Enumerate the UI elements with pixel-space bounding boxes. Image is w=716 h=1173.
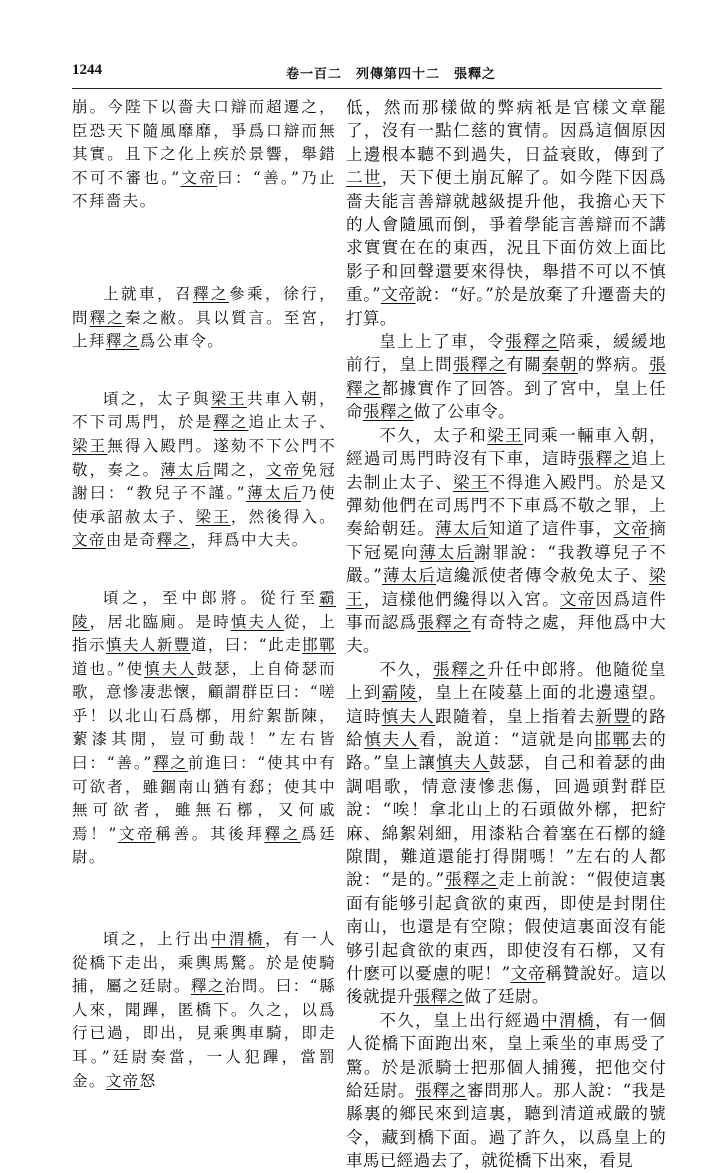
text-run: 不久，: [379, 659, 434, 679]
proper-noun: 慎夫人: [230, 612, 284, 631]
proper-noun: 梁王: [72, 436, 108, 455]
running-head: 卷一百二 列傳第四十二 張釋之: [286, 67, 497, 82]
text-run: 鼓瑟，上自倚瑟而歌，意慘凄悲懷，顧謂群臣曰：“嗟乎！以北山石爲槨，用紵絮斮陳，蕠漆其閒，豈可動哉！”左右皆曰：“善。”: [72, 659, 336, 773]
text-run: 爲公車令。: [139, 332, 225, 351]
proper-noun: 梁王: [452, 472, 489, 492]
text-run: 審問那人。那人說：“我是縣裏的鄉民來到這裏，聽到清道戒嚴的號令，藏到橋下面。過了許久，以爲皇上的車馬已經過去了，就從橋下出來，看見: [346, 1081, 666, 1171]
paragraph: [346, 424, 666, 658]
proper-noun: 釋之: [264, 824, 301, 843]
text-run: 低，然而那樣做的弊病衹是官樣文章罷了，沒有一點仁慈的實情。因爲這個原因上邊根本聽不到過失，日益衰敗，傳到了: [346, 98, 666, 164]
text-run: 不得進入殿門。於是又彈劾他們在司馬門不下車爲不敬之罪，上奏給朝廷。: [346, 472, 667, 539]
proper-noun: 霸陵: [381, 683, 418, 703]
text-run: 有關: [506, 355, 543, 375]
text-run: 去的路。”皇上讓: [346, 729, 666, 773]
proper-noun: 慎夫人: [381, 706, 436, 726]
text-run: 鼓瑟，自己和着瑟的曲調唱歌，情意淒慘悲傷，回過頭對群臣說：“唉！拿北山上的石頭做外槨，把紵麻、綿絮剁細，用漆粘合着塞在石槨的縫隙間，難道還能打得開嗎！”左右的人都說：“是的。”: [346, 753, 667, 890]
text-run: 跟隨着，皇上指着去: [435, 706, 596, 726]
text-run: 升任中郎將。他隨從皇上到: [346, 659, 666, 703]
proper-noun: 邯鄲: [302, 636, 336, 655]
text-run: 怒: [139, 1071, 157, 1090]
proper-noun: 邯鄲: [594, 729, 631, 749]
proper-noun: 張釋之: [505, 332, 560, 352]
text-run: 的路給: [346, 706, 666, 749]
paragraph: [346, 1009, 666, 1173]
header-rule: [72, 88, 662, 89]
text-run: 無得入殿門。遂劾不下公門不敬，奏之。: [72, 436, 337, 479]
proper-noun: 釋之: [156, 531, 191, 550]
proper-noun: 張釋之: [452, 355, 507, 375]
proper-noun: 中渭橋: [211, 930, 266, 949]
proper-noun: 文帝: [559, 589, 596, 609]
text-run: 不久，太子和: [379, 425, 488, 445]
text-run: 不久，皇上出行經過: [379, 1010, 542, 1030]
page-number: 1244: [72, 62, 102, 78]
proper-noun: 釋之: [193, 284, 230, 303]
proper-noun: 文帝: [510, 964, 546, 984]
translation-text-column: [346, 96, 666, 1173]
proper-noun: 慎夫人: [436, 753, 490, 773]
text-run: ，這樣他們纔得以入宮。: [363, 589, 560, 609]
text-run: 陪乘，緩緩地前行，皇上問: [346, 332, 666, 375]
text-run: 同乘一輛車入朝，經過司馬門時沒有下車，這時: [346, 425, 666, 469]
proper-noun: 梁王: [487, 425, 524, 445]
text-run: ，皇上在陵墓上面的北邊遠望。這時: [346, 683, 667, 726]
proper-noun: 張釋之: [346, 355, 666, 398]
proper-noun: 張釋之: [444, 870, 499, 890]
proper-noun: 文帝: [180, 168, 218, 187]
text-run: 道也。”使: [72, 659, 145, 678]
text-run: ，有一個人從橋下面跑出來，皇上乘坐的車馬受了驚。於是派騎士把那個人捕獲，把他交付給廷尉。: [346, 1010, 666, 1101]
text-run: 說：“好。”於是放棄了升遷嗇夫的打算。: [346, 285, 666, 328]
proper-noun: 張釋之: [413, 987, 465, 1007]
paragraph: [346, 658, 666, 1009]
proper-noun: 梁王: [211, 389, 248, 408]
text-run: ，居北臨廁。是時: [89, 612, 231, 631]
text-run: 由是奇: [105, 531, 157, 550]
text-run: 這纔派使者傳令赦免太子、: [436, 566, 650, 586]
proper-noun: 二世: [346, 168, 382, 188]
paragraph: [346, 96, 666, 330]
proper-noun: 張釋之: [362, 402, 414, 422]
proper-noun: 薄太后: [435, 519, 489, 539]
proper-noun: 霸陵: [72, 588, 336, 631]
proper-noun: 釋之: [213, 413, 249, 432]
proper-noun: 梁王: [346, 566, 666, 609]
text-run: ，然後得入。: [230, 507, 336, 526]
text-run: 追上去制止太子、: [346, 449, 667, 492]
proper-noun: 張釋之: [577, 449, 632, 469]
proper-noun: 薄太后: [381, 566, 437, 586]
text-run: 頃之，太子與: [103, 389, 212, 408]
text-run: 知道了這件事，: [488, 519, 614, 539]
proper-noun: 文帝: [380, 285, 416, 305]
proper-noun: 慎夫人: [105, 636, 157, 655]
paragraph: [72, 928, 336, 1093]
text-run: 爲廷尉。: [72, 824, 336, 867]
proper-noun: 張釋之: [415, 1081, 468, 1101]
text-run: 稱贊說好。這以後就提升: [346, 964, 667, 1007]
proper-noun: 薄太后: [246, 484, 302, 503]
proper-noun: 秦朝: [542, 355, 578, 375]
proper-noun: 文帝: [613, 519, 650, 539]
classical-text-column: [72, 96, 336, 1093]
text-run: 走上前說：“假使這裏面有能够引起貪欲的東西，即使是封閉住南山，也還是有空隙；假使這裏面沒有能够引起貪欲的東西，即使沒有石槨，又有什麽可以憂慮的呢！”: [346, 870, 666, 984]
text-run: 摘下冠冕向: [346, 519, 666, 562]
proper-noun: 釋之: [89, 308, 125, 327]
text-run: 治問。曰：“縣人來，聞蹕，匿橋下。久之，以爲行已過，即出，見乘輿車騎，即走耳。”廷尉奏當，一人犯蹕，當罰金。: [72, 977, 336, 1090]
text-run: 前進曰：“使其中有可欲者，雖錮南山猶有郄；使其中無可欲者，雖無石槨，又何戚焉！”: [72, 754, 337, 843]
text-run: 頃之，至中郎將。從行至: [103, 588, 320, 607]
proper-noun: 文帝: [72, 531, 106, 550]
text-run: 免冠謝曰：“教兒子不謹。”: [72, 460, 336, 503]
proper-noun: 慎夫人: [364, 729, 420, 749]
proper-noun: 釋之: [152, 754, 188, 773]
text-run: 謝罪說：“我教導兒子不嚴。”: [346, 542, 666, 586]
text-run: 皇上上了車，令: [379, 332, 506, 352]
text-run: 稱善。其後拜: [155, 824, 265, 843]
text-run: 有奇特之處，拜他爲中大夫。: [346, 612, 667, 656]
page-header: [72, 62, 662, 86]
proper-noun: 薄太后: [160, 460, 214, 479]
proper-noun: 釋之: [190, 977, 225, 996]
proper-noun: 慎夫人: [144, 659, 197, 678]
text-run: 崩。今陛下以嗇夫口辯而超遷之，臣恐天下隨風靡靡，爭爲口辯而無其實。且下之化上疾於景響，舉錯不可不審也。”: [72, 98, 336, 187]
proper-noun: 新豐: [156, 636, 191, 655]
text-run: 做了廷尉。: [464, 987, 549, 1007]
paragraph: [72, 388, 336, 553]
text-run: 都據實作了回答。到了宮中，皇上任命: [346, 378, 666, 422]
paragraph: [346, 330, 666, 424]
proper-noun: 張釋之: [433, 659, 488, 679]
proper-noun: 張釋之: [417, 612, 471, 632]
paragraph: [72, 96, 336, 214]
text-run: 參乘，徐行，問: [72, 284, 336, 327]
text-run: 乃使使承詔赦太子、: [72, 484, 337, 526]
text-run: 做了公車令。: [413, 402, 515, 422]
text-run: ，拜爲中大夫。: [190, 531, 309, 550]
text-run: ，天下便土崩瓦解了。如今陛下因爲嗇夫能言善辯就越級提升他，我擔心天下的人會隨風而倒，爭着學能言善辯而不講求實實在在的東西，況且下面仿效上面比影子和回聲還要來得快，舉措不可以不慎重。”: [346, 168, 666, 305]
text-run: 從，上指示: [72, 612, 337, 655]
text-run: 的弊病。: [577, 355, 650, 375]
paragraph: [72, 587, 336, 870]
proper-noun: 梁王: [195, 507, 231, 526]
text-run: 看，說道：“這就是向: [419, 729, 595, 749]
proper-noun: 薄太后: [419, 542, 475, 562]
text-run: ，有一人從橋下走出，乘輿馬驚。於是使騎捕，屬之廷尉。: [72, 930, 336, 996]
text-run: 上就車，召: [103, 284, 194, 303]
text-run: 追止太子、: [248, 413, 336, 432]
proper-noun: 中渭橋: [541, 1010, 596, 1030]
text-run: 道，曰：“此走: [190, 636, 303, 655]
proper-noun: 文帝: [266, 460, 302, 479]
proper-noun: 新豐: [595, 706, 632, 726]
proper-noun: 釋之: [105, 332, 140, 351]
text-run: 曰：“善。”乃止不拜嗇夫。: [72, 168, 336, 211]
proper-noun: 文帝: [117, 824, 156, 843]
paragraph: [72, 283, 336, 354]
text-run: 共車入朝，不下司馬門，於是: [72, 389, 336, 432]
text-run: 聞之，: [213, 460, 267, 479]
text-run: 秦之敝。具以質言。至宮，上拜: [72, 308, 336, 351]
text-run: 因爲這件事而認爲: [346, 589, 666, 632]
text-run: 頃之，上行出: [103, 930, 212, 949]
proper-noun: 文帝: [105, 1071, 140, 1090]
